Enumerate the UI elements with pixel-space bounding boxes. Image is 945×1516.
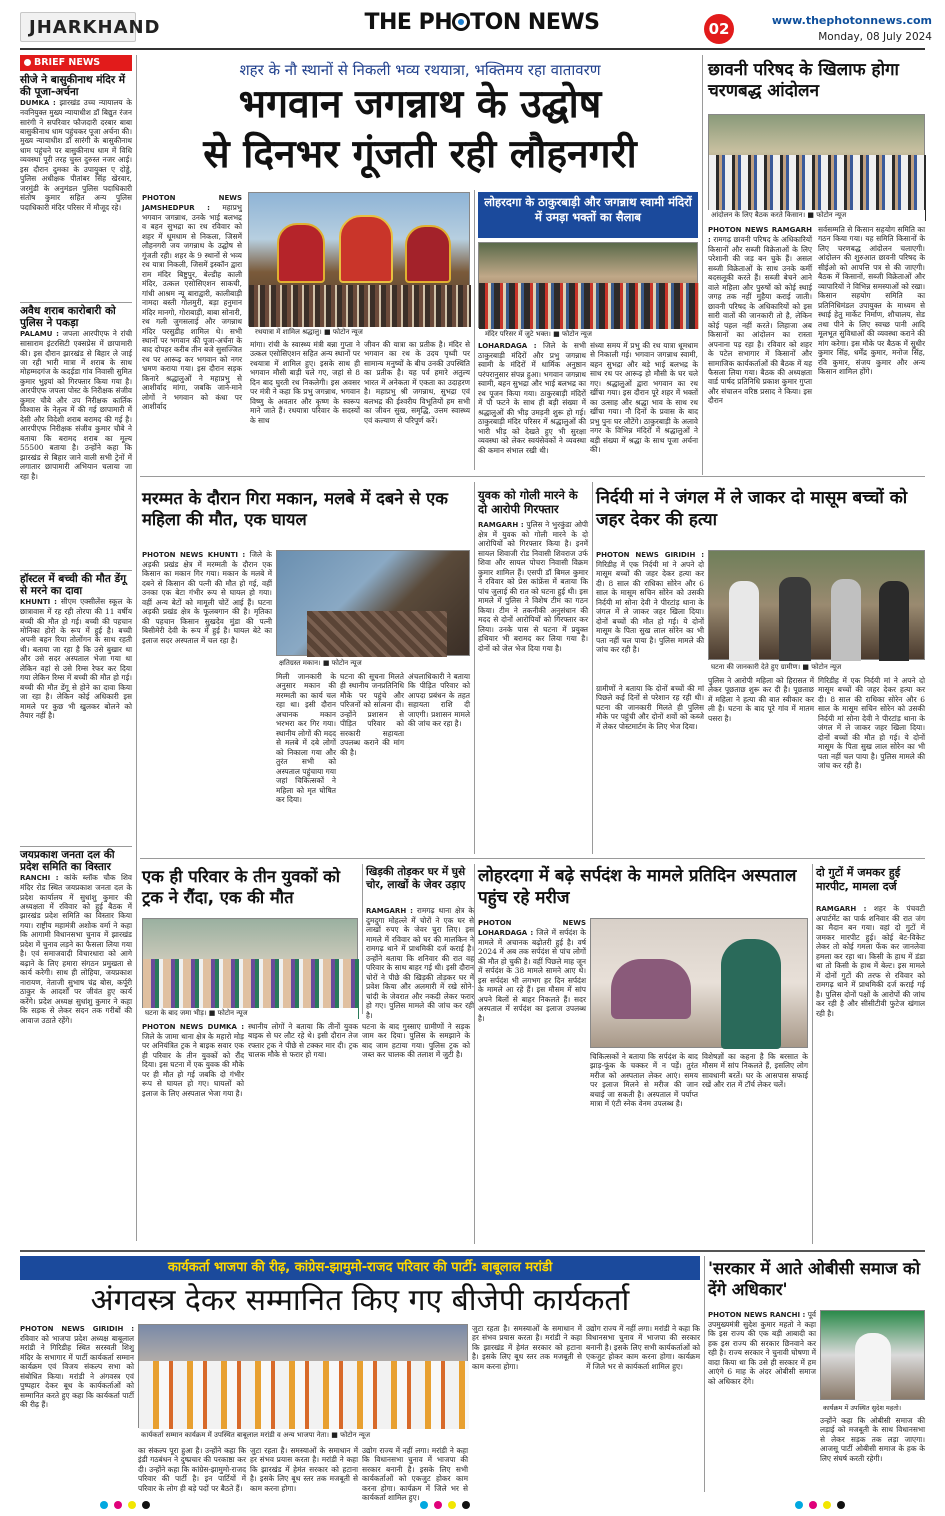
registration-dot-icon bbox=[128, 1501, 136, 1509]
brief-headline: अवैध शराब कारोबारी को पुलिस ने पकड़ा bbox=[20, 305, 116, 330]
marpit-body bbox=[816, 904, 925, 1244]
brief-text: झारखंड उच्च न्यायालय के नवनियुक्त मुख्य न्यायाधीश डॉ बिद्युत रंजन सारंगी ने सपरिवार फौजदारी दरबार बाबा बासुकीनाथ धाम पहुंचकर पूजा अर्चना की। मुख्य न्यायाधीश डॉ सारंगी के बासुकीनाथ धाम पहुंचने पर बासुकीनाथ धाम में विधि व्यवस्था पूरी तरह चुस्त दुरुस्त नजर आई। इस दौरान दुमका के उपायुक्त ए दोड्डे, पुलिस अधीक्षक पीतांबर सिंह खेरवार, जरमुंडी के अनुमंडल पुलिस पदाधिकारी संतोष कुमार सहित अन्य पुलिस पदाधिकारी मंदिर परिसर में मौजूद रहे। bbox=[20, 98, 132, 212]
masthead-rule bbox=[20, 48, 925, 50]
rathyatra-photo-caption: रथयात्रा में शामिल श्रद्धालु। ■ फोटोन न्यूज bbox=[252, 327, 466, 338]
column-rule bbox=[474, 482, 475, 854]
giridih-body-col1 bbox=[596, 550, 704, 680]
ramgarh-theft-body bbox=[366, 906, 474, 1018]
paper-name-left: THE PH bbox=[364, 10, 453, 35]
brief-item bbox=[20, 305, 132, 567]
snake-dateline: PHOTON NEWS LOHARDAGA : bbox=[478, 919, 586, 937]
snake-photo bbox=[590, 918, 808, 1048]
person-shape bbox=[831, 579, 861, 661]
chariot-shape bbox=[405, 225, 451, 283]
brief-item bbox=[20, 849, 132, 1244]
dumka-photo-caption: घटना के बाद जमा भीड़। ■ फोटोन न्यूज bbox=[142, 1008, 358, 1019]
babulal-body-col1 bbox=[20, 1324, 134, 1490]
brief-divider bbox=[20, 570, 132, 571]
brief-item bbox=[20, 573, 132, 843]
registration-dot-icon bbox=[142, 1501, 150, 1509]
rathyatra-body-col1 bbox=[142, 193, 242, 466]
marpit-text: शहर के पंचवटी अपार्टमेंट का पार्क शनिवार की रात जंग का मैदान बन गया। वहां दो गुटों में जमकर मारपीट हुई। कोई बेट-विकेट लेकर तो कोई गमला फेंक कर जानलेवा हमला कर रहा था। किसी के हाथ में डंडा था तो किसी के हाथ में बेल्ट। इस मामले में दोनों गुटों की तरफ से रविवार को रामगढ़ थाने में प्राथमिकी दर्ज कराई गई है। पुलिस दोनों पक्षों के आरोपों की जांच कर रही है और सीसीटीवी फुटेज खंगाल रही है। bbox=[816, 904, 925, 1018]
column-rule bbox=[592, 482, 593, 854]
babulal-body-col3: जुटा रहता है। समस्याओं के समाधान में हर संभव प्रयास करता है। मरांडी ने कहा कि झारखंड में हेमंत सरकार को हटाना है। इसके लिए बूथ स्तर तक मजबूती से काम करना होगा। bbox=[250, 1446, 358, 1493]
rathyatra-body-col3: जीवन की यात्रा का प्रतीक है। मंदिर से भगवान का रथ के उदय पृथ्वी पर सामान्य मनुष्यों के बीच उनकी उपस्थिति का प्रतीक है। यह पर्व हमारे अतुल्य भारत में अनेकता में एकता का उदाहरण है। महाप्रभु श्री जगन्नाथ, सुभद्रा एवं बलभद्र की ईश्वरीय विभूतियों हम सभी का जीवन सुख, समृद्धि, उत्तम स्वास्थ्य एवं कल्याण से परिपूर्ण करें। bbox=[364, 340, 470, 425]
dumka-photo bbox=[142, 918, 358, 1018]
marpit-headline: दो गुटों में जमकर हुई मारपीट, मामला दर्ज bbox=[816, 866, 901, 893]
khunti-body-col4: अंचलाधिकारी ने बताया कि पीड़ित परिवार को आपदा प्रबंधन के तहत सहायता राशि दी जाएगी। प्रशासन मामले की जांच कर रहा है। bbox=[408, 672, 470, 729]
babulal-kicker-bar bbox=[20, 1256, 700, 1280]
khunti-photo-caption: क्षतिग्रस्त मकान। ■ फोटोन न्यूज bbox=[276, 658, 470, 669]
page-number-badge bbox=[704, 14, 734, 44]
chhawni-headline: छावनी परिषद के खिलाफ होगा चरणबद्ध आंदोलन bbox=[708, 60, 899, 102]
brief-news-header bbox=[20, 55, 132, 71]
person-shape bbox=[879, 581, 909, 661]
khunti-body-col1 bbox=[142, 550, 272, 850]
ramgarh-shot-body bbox=[478, 520, 588, 850]
giridih-dateline: PHOTON NEWS GIRIDIH : bbox=[596, 551, 704, 559]
column-rule bbox=[362, 864, 363, 1014]
column-rule bbox=[704, 1256, 705, 1492]
ramgarh-shot-dateline: RAMGARH : bbox=[478, 521, 524, 529]
snake-headline: लोहरदगा में बढ़े सर्पदंश के मामले प्रतिदिन अस्पताल पहुंच रहे मरीज bbox=[478, 866, 797, 908]
giridih-body-col3: पुलिस ने आरोपी महिला को हिरासत में लेकर पूछताछ शुरू कर दी है। पूछताछ में महिला ने हत्या की बात स्वीकार कर ली है। घटना के बाद पूरे गांव में मातम पसरा है। bbox=[708, 676, 814, 723]
giridih-text-1: गिरिडीह में एक निर्दयी मां ने अपने दो मासूम बच्चों की जहर देकर हत्या कर दी। 8 साल की राधिका सोरेन और 6 साल के मासूम सचिन सोरेन को उसकी निर्दयी मां सोना देवी ने पीरटांड़ थाना के जंगल में ले जाकर जहर खिला दिया। दोनों बच्चों की मौत हो गई। ये दोनों मासूम के पिता सुख लाल सोरेन का भी पता नहीं चल पाया है। पुलिस मामले की जांच कर रही है। bbox=[596, 559, 704, 655]
khunti-headline: मरम्मत के दौरान गिरा मकान, मलबे में दबने से एक महिला की मौत, एक घायल bbox=[142, 489, 448, 530]
brief-headline: सीजे ने बासुकीनाथ मंदिर में की पूजा-अर्चना bbox=[20, 74, 126, 99]
obc-text-1: पूर्व उपमुख्यमंत्री सुदेश कुमार महतो ने कहा कि इस राज्य की एक बड़ी आबादी का हक इस राज्य की सरकार छिनवाने कर रही है। राज्य सरकार ने चुनावी घोषणा में वादा किया था कि उसे ही सरकार में हम आएंगे 6 माह के अंदर ओबीसी समाज को अधिकार देंगे। bbox=[708, 1310, 816, 1386]
lohardaga-rath-text-1: जिले के सभी ठाकुरबाड़ी मंदिरों और प्रभु जगन्नाथ स्वामी के मंदिरों में धार्मिक अनुष्ठान परंपरानुसार संपन्न हुआ। भगवान जगन्नाथ स्वामी, बहन सुभद्रा और भाई बलभद्र का रथ पूजन किया गया। ठाकुरबाड़ी मंदिरों में पौ फटने के साथ ही बड़ी संख्या में श्रद्धालुओं की भीड़ उमड़नी शुरू हो गई। ठाकुरबाड़ी मंदिर परिसर में श्रद्धालुओं की भारी भीड़ को देखते हुए भी सुरक्षा व्यवस्था को लेकर स्वयंसेवकों ने व्यवस्था की कमान संभाल रखी थी। bbox=[478, 341, 586, 455]
brief-dateline: PALAMU : bbox=[20, 330, 59, 339]
registration-dot-icon bbox=[795, 1501, 803, 1509]
khunti-photo bbox=[276, 550, 470, 656]
rathyatra-photo bbox=[248, 192, 470, 326]
snake-body-col3: विशेषज्ञों का कहना है कि बरसात के मौसम में सांप निकलते हैं, इसलिए लोग सावधानी बरतें। घर के आसपास सफाई रखें और रात में टॉर्च लेकर चलें। bbox=[702, 1052, 808, 1090]
dumka-body-col2: स्थानीय लोगों ने बताया कि तीनों युवक बाइक से घर लौट रहे थे। इसी दौरान तेज रफ्तार ट्रक ने पीछे से टक्कर मार दी। ट्रक चालक मौके से फरार हो गया। bbox=[248, 1022, 358, 1060]
ramgarh-theft-text: रामगढ़ थाना क्षेत्र के दुमदुगा मोहल्ले में चोरों ने एक घर से लाखों रुपए के जेवर चुरा लिए। इस मामले में रविवार को घर की मालकिन ने रामगढ़ थाने में प्राथमिकी दर्ज कराई है। उन्होंने बताया कि शनिवार की रात वह परिवार के साथ बाहर गई थी। इसी दौरान चोरों ने पीछे की खिड़की तोड़कर घर में प्रवेश किया और अलमारी में रखे सोने-चांदी के जेवरात और नकदी लेकर फरार हो गए। पुलिस मामले की जांच कर रही है। bbox=[366, 906, 474, 1020]
photon-o-icon bbox=[452, 13, 470, 31]
registration-dot-icon bbox=[420, 1501, 428, 1509]
paper-logo bbox=[352, 10, 612, 40]
ramgarh-shot-headline: युवक को गोली मारने के दो आरोपी गिरफ्तार bbox=[478, 488, 578, 517]
snake-text-1: जिले में सर्पदंश के मामले में अचानक बढ़ोतरी हुई है। वर्ष 2024 में अब तक सर्पदंश से पांच लोगों की मौत हो चुकी है। वहीं पिछले माह जून में सर्पदंश के 38 मामले सामने आए थे। इस सर्पदंश भी लगभग हर दिन सर्पदंश के मामले आ रहे हैं। इस मौसम में सांप अपने बिलों से बाहर निकलते हैं। सदर अस्पताल में सर्पदंश का इलाज उपलब्ध है। bbox=[478, 927, 586, 1023]
registration-dot-icon bbox=[823, 1501, 831, 1509]
brief-body bbox=[20, 873, 132, 1025]
person-shape bbox=[779, 577, 811, 661]
marpit-dateline: RAMGARH : bbox=[816, 905, 867, 913]
obc-photo-caption: कार्यक्रम में उपस्थित सुदेश महतो। bbox=[820, 1402, 925, 1413]
registration-dot-icon bbox=[462, 1501, 470, 1509]
registration-dot-icon bbox=[809, 1501, 817, 1509]
babulal-dateline: PHOTON NEWS GIRIDIH : bbox=[20, 1325, 134, 1333]
obc-body-col1 bbox=[708, 1310, 816, 1490]
website-link[interactable]: www.thephotonnews.com bbox=[771, 14, 932, 27]
brief-text: सीएम एक्सीलेंस स्कूल के छात्रावास में रह रही तोरपा की 11 वर्षीय बच्ची की मौत हो गई। बच्ची की पहचान मोनिका होरो के रूप में हुई है। बच्ची अपनी बहन रिया तोलोंगन के साथ रहती थी। बताया जा रहा है कि उसे बुखार था और उसे सदर अस्पताल भेजा गया था लेकिन वहां से उसे रिम्स रेफर कर दिया गया लेकिन रिम्स में बच्ची की मौत हो गई। बच्ची की मौत डेंगू से होने का दावा किया जा रहा है। लेकिन कोई अधिकारी इस मामले पर कुछ भी खुलकर बोलने को तैयार नहीं है। bbox=[20, 597, 132, 721]
babulal-body-col5: जुटा रहता है। समस्याओं के समाधान में हर संभव प्रयास करता है। मरांडी ने कहा कि झारखंड में हेमंत सरकार को हटाना है। इसके लिए बूथ स्तर तक मजबूती से काम करना होगा। bbox=[472, 1324, 582, 1371]
lohardaga-rath-photo-caption: मंदिर परिसर में जुटे भक्त। ■ फोटोन न्यूज bbox=[482, 329, 694, 340]
giridih-photo-caption: घटना की जानकारी देते हुए ग्रामीण। ■ फोटोन न्यूज bbox=[708, 662, 925, 673]
column-rule bbox=[702, 55, 703, 475]
dumka-text-1: जिले के जामा थाना क्षेत्र के महारो मोड़ पर अनियंत्रित ट्रक ने बाइक सवार एक ही परिवार के तीन युवकों को रौंद दिया। इस घटना में एक युवक की मौके पर ही मौत हो गई जबकि दो गंभीर रूप से घायल हो गए। घायलों को इलाज के लिए अस्पताल भेजा गया है। bbox=[142, 1031, 244, 1098]
page-number: 02 bbox=[708, 20, 730, 38]
lohardaga-rath-dateline: LOHARDAGA : bbox=[478, 342, 537, 350]
registration-dot-icon bbox=[114, 1501, 122, 1509]
rathyatra-text-1: महाप्रभु भगवान जगन्नाथ, उनके भाई बलभद्र व बहन सुभद्रा का रथ रविवार को शहर में धूमधाम से निकला, जिसमें लौहनगरी जय जगन्नाथ के उद्घोष से गूंजती रही। शहर के 9 स्थानों से भव्य रथ यात्रा निकली, जिसमें इस्कॉन द्वारा राम मंदिर बिष्टुपुर, बेल्डीह काली मंदिर, उत्कल एसोसिएशन साकची, गांधी आश्रम न्यू बाराद्वारी, कालीबाड़ी नामदा बस्ती गोलमुरी, बड़ा हनुमान मंदिर मानगो, गोराबाड़ी, बाबा सोनारी, रथ गली जुगसलाई और जगन्नाथ मंदिर परसुडीह शामिल थे। सभी स्थानों पर भगवान की पूजा-अर्चना के बाद दोपहर करीब तीन बजे सुसज्जित रथ पर आरूढ़ कर भगवान को नगर भ्रमण कराया गया। इस दौरान सड़क किनारे श्रद्धालुओं ने महाप्रभु से आशीर्वाद मांगा, जबकि जाने-माने लोगों ने भगवान को कंधा पर आशीर्वाद bbox=[142, 202, 242, 412]
person-shape bbox=[729, 581, 759, 661]
section-label: JHARKHAND bbox=[29, 17, 161, 38]
babulal-photo-caption: कार्यकर्ता सम्मान कार्यक्रम में उपस्थित बाबूलाल मरांडी व अन्य भाजपा नेता। ■ फोटोन न्यूज bbox=[138, 1430, 468, 1441]
giridih-body-col4: गिरिडीह में एक निर्दयी मां ने अपने दो मासूम बच्चों की जहर देकर हत्या कर दी। 8 साल की राधिका सोरेन और 6 साल के मासूम सचिन सोरेन को उसकी निर्दयी मां सोना देवी ने पीरटांड़ थाना के जंगल में ले जाकर जहर खिला दिया। दोनों बच्चों की मौत हो गई। ये दोनों मासूम के पिता सुख लाल सोरेन का भी पता नहीं चल पाया है। पुलिस मामले की जांच कर रही है। bbox=[818, 676, 925, 771]
brief-text: जपला आरपीएफ ने रांची सासाराम इंटरसिटी एक्सप्रेस में छापामारी की। इस दौरान झारखंड से बिहार ले जाई जा रही भारी मात्रा में शराब के साथ मोहम्मदगंज के कदईडा गांव निवासी सुमित कुमार भुइयां को गिरफ्तार किया गया है। आरपीएफ जपला पोस्ट के निरीक्षक संजीव कुमार चौबे और उप निरीक्षक कार्तिक विश्वास के नेतृत्व में की गई छापामारी में देसी और विदेशी शराब बरामद की गई है। आरपीएफ निरीक्षक संजीव कुमार चौबे ने बताया कि बरामद शराब का मूल्य 55500 बताया है। उन्होंने कहा कि झारखंड से बिहार जाने वाली सभी ट्रेनों में लगातार छापामारी अभियान चलाया जा रहा है। bbox=[20, 329, 133, 481]
babulal-body-col2: का संकल्प पूरा हुआ है। उन्होंने कहा कि इंडी गठबंधन ने दुष्प्रचार की परकाष्ठा कर दी। उन्होंने कहा कि कांग्रेस-झामुमो-राजद परिवार की पार्टी है। इन पार्टियों में परिवार के लोग ही बड़े पदों पर बैठते हैं। bbox=[138, 1446, 246, 1493]
giridih-headline: निर्दयी मां ने जंगल में ले जाकर दो मासूम बच्चों को जहर देकर की हत्या bbox=[596, 488, 908, 530]
chhawni-text-1: रामगढ़ छावनी परिषद के अधिकारियों किसानों और सब्जी विक्रेताओं के लिए परेशानी की जड़ बन चुके हैं। असल सब्जी विक्रेताओं के साथ उनके कर्मी बदसलूकी करते हैं। सब्जी बेचने आने वाले महिला और पुरुषों को कोई स्थाई जगह तक नहीं मुहैया कराई जाती। छावनी परिषद के अधिकारियों को इस सारी वातों की जानकारी तो है, लेकिन कोई पहल नहीं करते। लिहाजा अब किसानों का आंदोलन का रास्ता अपनाना पड़ रहा है। रविवार को शहर के पटेल सभागार में किसानों और सामाजिक कार्यकर्ताओं की बैठक में यह फैसला लिया गया। बैठक की अध्यक्षता वार्ड पार्षद प्रतिनिधि प्रकाश कुमार गुप्ता और संचालन वरिष्ठ प्रसाद ने किया। इस दौरान bbox=[708, 234, 813, 406]
chariot-shape bbox=[339, 215, 393, 283]
babulal-body-col6: उद्योग राज्य में नहीं लगा। मरांडी ने कहा कि विधानसभा चुनाव में भाजपा की सरकार बनानी है। इसके लिए सभी कार्यकर्ताओं को एकजुट होकर काम करना होगा। कार्यक्रम में जिले भर से कार्यकर्ता शामिल हुए। bbox=[586, 1324, 700, 1371]
chhawni-photo bbox=[708, 114, 925, 220]
brief-divider bbox=[20, 846, 132, 847]
brief-news-bullet-icon bbox=[24, 59, 31, 66]
registration-dot-icon bbox=[100, 1501, 108, 1509]
khunti-body-col3: घटना की सूचना मिलते ही स्थानीय जनप्रतिनिधि मौके पर पहुंचे और परिजनों को सांत्वना दी। उन्होंने प्रशासन से पीड़ित परिवार को सरकारी सहायता उपलब्ध कराने की मांग की है। bbox=[340, 672, 404, 757]
babulal-text-1: रविवार को भाजपा प्रदेश अध्यक्ष बाबूलाल मरांडी ने गिरिडीह स्थित सरस्वती शिशु मंदिर के सभागार में पार्टी कार्यकर्ता सम्मान कार्यक्रम एवं विजय संकल्प सभा को संबोधित किया। मरांडी ने अंगवस्त्र एवं पुष्पहार देकर बूथ के कार्यकर्ताओं को सम्मानित करते हुए कहा कि कार्यकर्ता पार्टी की रीढ़ हैं। bbox=[20, 1333, 134, 1410]
paper-name-right: TON NEWS bbox=[470, 10, 600, 35]
lohardaga-rath-body-col2: संध्या समय में प्रभु की रथ यात्रा धूमधाम से निकाली गई। भगवान जगन्नाथ स्वामी, बहन सुभद्रा और बड़े भाई बलभद्र के साथ रथ पर आरूढ़ हो मौसी के घर चले गए। श्रद्धालुओं द्वारा भगवान का रथ खींचा गया। इस दौरान पूरे शहर में भक्तों का उत्साह और श्रद्धा भाव के साथ रथ खींचा गया। नौ दिनों के प्रवास के बाद प्रभु पुनः घर लौटेंगे। ठाकुरबाड़ी के अलावे नगर के विभिन्न मंदिरों में श्रद्धालुओं ने बड़ी संख्या में श्रद्धा के साथ पूजा अर्चना की। bbox=[590, 341, 698, 455]
rathyatra-headline-1: भगवान जगन्नाथ के उद्घोष bbox=[238, 82, 602, 127]
brief-dateline: DUMKA : bbox=[20, 99, 56, 108]
dumka-headline: एक ही परिवार के तीन युवकों को ट्रक ने रौंदा, एक की मौत bbox=[142, 867, 341, 908]
column-rule bbox=[136, 55, 137, 1241]
rathyatra-body-col2: मांगा। रांची के स्वास्थ्य मंत्री बन्ना गुप्ता ने उत्कल एसोसिएशन सहित अन्य स्थानों पर रथयात्रा में शामिल हुए। इसके साथ ही भगवान मौसी बाड़ी चले गए, जहां से 8 दिन बाद घुरती रथ निकलेगी। इस अवसर पर मंत्री ने कहा कि प्रभु जगन्नाथ, भगवान विष्णु के अवतार और कृष्ण के स्वरूप माने जाते हैं। रथयात्रा परिवार के सदस्यों के साथ bbox=[250, 340, 360, 425]
brief-body bbox=[20, 329, 132, 481]
chariot-shape bbox=[277, 223, 325, 283]
registration-bar bbox=[100, 1500, 845, 1510]
obc-body-col2: उन्होंने कहा कि ओबीसी समाज की लड़ाई को मजबूती के साथ विधानसभा से लेकर सड़क तक लड़ा जाएगा। आजसू पार्टी ओबीसी समाज के हक के लिए संघर्ष करती रहेगी। bbox=[820, 1416, 925, 1463]
rubble-shape bbox=[307, 611, 447, 657]
dumka-body-col3: घटना के बाद गुस्साए ग्रामीणों ने सड़क जाम कर दिया। पुलिस के समझाने के बाद जाम हटाया गया। पुलिस ट्रक को जब्त कर चालक की तलाश में जुटी है। bbox=[362, 1022, 470, 1060]
section-banner bbox=[20, 12, 161, 42]
lohardaga-rath-body-col1 bbox=[478, 341, 586, 467]
brief-text: कांके ब्लॉक चौक शिव मंदिर रोड स्थित जयप्रकाश जनता दल के प्रदेश कार्यालय में सुधांशु कुमार की अध्यक्षता में रविवार को हुई बैठक में झारखंड प्रदेश समिति का विस्तार किया गया। राष्ट्रीय महामंत्री अशोक वर्मा ने कहा कि आगामी विधानसभा चुनाव में झारखंड प्रदेश में चुनाव लड़ने का फैसला लिया गया है। एवं समाजवादी विचारधारा को आगे बढ़ाने के लिए हमारा संगठन प्रमुखता से कार्य करेगी। साथ ही लोहिया, जयप्रकाश नारायण, नेताजी सुभाष चंद्र बोस, कर्पूरी ठाकुर के आदर्शों पर जीवंत हुए कार्य करेंगे। प्रदेश अध्यक्ष सुधांशु कुमार ने कहा कि सड़क से लेकर सदन तक गरीबों की आवाज उठाते रहेंगे। bbox=[20, 873, 132, 1025]
chhawni-dateline: PHOTON NEWS RAMGARH : bbox=[708, 226, 812, 244]
babulal-kicker: कार्यकर्ता भाजपा की रीढ़, कांग्रेस-झामुमो-राजद परिवार की पार्टी: बाबूलाल मरांडी bbox=[167, 1260, 553, 1275]
column-rule bbox=[474, 190, 475, 470]
column-rule bbox=[812, 864, 813, 1244]
lohardaga-rath-photo bbox=[478, 242, 698, 328]
section-rule bbox=[140, 858, 925, 859]
section-rule bbox=[140, 476, 925, 477]
brief-dateline: RANCHI : bbox=[20, 874, 59, 883]
crowd-shape bbox=[479, 283, 699, 329]
issue-date: Monday, 08 July 2024 bbox=[818, 31, 932, 43]
babulal-headline: अंगवस्त्र देकर सम्मानित किए गए बीजेपी कार्यकर्ता bbox=[90, 1283, 630, 1318]
brief-headline: जयप्रकाश जनता दल की प्रदेश समिति का विस्तार bbox=[20, 849, 115, 874]
section-rule bbox=[20, 1250, 925, 1252]
chhawni-body-col2: सर्वसम्मति से किसान सहयोग समिति का गठन किया गया। यह समिति किसानों के लिए चरणबद्ध आंदोलन चलाएगी। आंदोलन की शुरुआत छावनी परिषद के सीईओ को आपत्ति पत्र से की जाएगी। बैठक में किसानों, सब्जी विक्रेताओं और व्यापारियों ने विभिन्न समस्याओं को रखा। किसान सहयोग समिति का प्रतिनिधिमंडल उपायुक्त के माध्यम से स्थाई हेतु मार्केट निर्माण, शौचालय, सेड तथा पीने के लिए स्वच्छ पानी आदि मूलभूत सुविधाओं की व्यवस्था कराने की मांग करेगा। इस मौके पर बैठक में सुधीर कुमार सिंह, धर्मेंद्र कुमार, मनोज सिंह, रवि कुमार, संजय कुमार और अन्य किसान शामिल होंगे। bbox=[818, 225, 925, 377]
snake-body-col2: चिकित्सकों ने बताया कि सर्पदंश के बाद झाड़-फूंक के चक्कर में न पड़ें। तुरंत मरीज को अस्पताल लेकर आएं। समय पर इलाज मिलने से मरीज की जान बचाई जा सकती है। अस्पताल में पर्याप्त मात्रा में एंटी स्नेक वेनम उपलब्ध है। bbox=[590, 1052, 698, 1109]
registration-dot-icon bbox=[448, 1501, 456, 1509]
brief-body bbox=[20, 98, 132, 212]
registration-dot-icon bbox=[837, 1501, 845, 1509]
brief-news-label: BRIEF NEWS bbox=[34, 57, 101, 68]
rathyatra-kicker: शहर के नौ स्थानों से निकली भव्य रथयात्रा, भक्तिमय रहा वातावरण bbox=[239, 61, 601, 79]
dumka-body-col1 bbox=[142, 1022, 244, 1244]
lohardaga-rath-headline: लोहरदगा के ठाकुरबाड़ी और जगन्नाथ स्वामी मंदिरों में उमड़ा भक्तों का सैलाब bbox=[484, 195, 692, 224]
khunti-dateline: PHOTON NEWS KHUNTI : bbox=[142, 551, 246, 559]
chhawni-photo-caption: आंदोलन के लिए बैठक करते किसान। ■ फोटोन न्यूज bbox=[708, 210, 925, 221]
brief-item bbox=[20, 74, 132, 299]
ramgarh-theft-headline: खिड़की तोड़कर घर में घुसे चोर, लाखों के जेवर उड़ाए bbox=[366, 866, 466, 892]
rathyatra-dateline: PHOTON NEWS JAMSHEDPUR : bbox=[142, 194, 242, 212]
giridih-photo bbox=[708, 550, 925, 660]
brief-headline: हॉस्टल में बच्ची की मौत डेंगू से मरने का दावा bbox=[20, 573, 126, 598]
rathyatra-headline-2: से दिनभर गूंजती रही लौहनगरी bbox=[203, 132, 637, 177]
brief-divider bbox=[20, 302, 132, 303]
lohardaga-rath-headline-box bbox=[478, 192, 698, 238]
patient-shape bbox=[721, 939, 781, 1049]
babulal-photo bbox=[138, 1324, 468, 1428]
brief-body bbox=[20, 597, 132, 721]
obc-dateline: PHOTON NEWS RANCHI : bbox=[708, 1311, 806, 1319]
ramgarh-shot-text: पुलिस ने भुरकुंडा ओपी क्षेत्र में युवक को गोली मारने के दो आरोपियों को गिरफ्तार किया है। इनमें सायल शिवाजी रोड निवासी शिवराज उर्फ शिवा और सायल पोचरा निवासी विक्रम कुमार शामिल हैं। एसपी डॉ बिमल कुमार ने रविवार को प्रेस कांफ्रेंस में बताया कि पांच जुलाई की रात को घटना हुई थी। इस मामले में पुलिस ने विशेष टीम का गठन किया। टीम ने तकनीकी अनुसंधान की मदद से दोनों आरोपियों को गिरफ्तार कर लिया। उनके पास से घटना में प्रयुक्त हथियार भी बरामद कर लिया गया है। दोनों को जेल भेज दिया गया है। bbox=[478, 520, 588, 653]
khunti-body-col2: मिली जानकारी के अनुसार मकान की मरम्मती का कार्य चल रहा था। इसी दौरान अचानक मकान भरभरा कर गिर गया। स्थानीय लोगों की मदद से मलबे में दबे लोगों को निकाला गया और तुरंत सभी को अस्पताल पहुंचाया गया जहां चिकित्सकों ने महिला को मृत घोषित कर दिया। bbox=[276, 672, 336, 805]
speaker-shape bbox=[855, 1333, 891, 1401]
crowd-shape bbox=[249, 285, 471, 327]
khunti-text-1: जिले के अड़की प्रखंड क्षेत्र में मरम्मती के दौरान एक किसान का मकान गिर गया। मकान के मलबे में दबने से किसान की पत्नी की मौत हो गई, वहीं उनका एक बेटा गंभीर रूप से घायल हो गया। वहीं अन्य बेटों को मामूली चोटें आई हैं। घटना अड़की प्रखंड क्षेत्र के फूलबगान की है। मृतिका की पहचान किसान सुखदेव मुंडा की पत्नी बिसीमेरी देवी के रूप में हुई है। घायल बेटे का इलाज सदर अस्पताल में चल रहा है। bbox=[142, 550, 272, 645]
ramgarh-theft-dateline: RAMGARH : bbox=[366, 907, 413, 915]
obc-photo bbox=[820, 1310, 925, 1400]
dumka-dateline: PHOTON NEWS DUMKA : bbox=[142, 1023, 244, 1031]
obc-headline: 'सरकार में आते ओबीसी समाज को देंगे अधिकार' bbox=[708, 1259, 920, 1300]
leaders-shape bbox=[139, 1361, 469, 1429]
brief-news-column bbox=[20, 55, 132, 1241]
registration-dot-icon bbox=[434, 1501, 442, 1509]
masthead bbox=[0, 0, 945, 50]
snake-body-col1 bbox=[478, 918, 586, 1244]
column-rule bbox=[474, 864, 475, 1244]
babulal-body-col4: उद्योग राज्य में नहीं लगा। मरांडी ने कहा कि विधानसभा चुनाव में भाजपा की सरकार बनानी है। इसके लिए सभी कार्यकर्ताओं को एकजुट होकर काम करना होगा। कार्यक्रम में जिले भर से कार्यकर्ता शामिल हुए। bbox=[362, 1446, 468, 1503]
chhawni-body-col1 bbox=[708, 225, 812, 469]
brief-dateline: KHUNTI : bbox=[20, 598, 57, 607]
patient-shape bbox=[611, 959, 691, 1019]
giridih-body-col2: ग्रामीणों ने बताया कि दोनों बच्चों की मां पिछले कई दिनों से परेशान रह रही थी। घटना की जानकारी मिलते ही पुलिस मौके पर पहुंची और दोनों शवों को कब्जे में लेकर पोस्टमार्टम के लिए भेज दिया। bbox=[596, 684, 704, 731]
